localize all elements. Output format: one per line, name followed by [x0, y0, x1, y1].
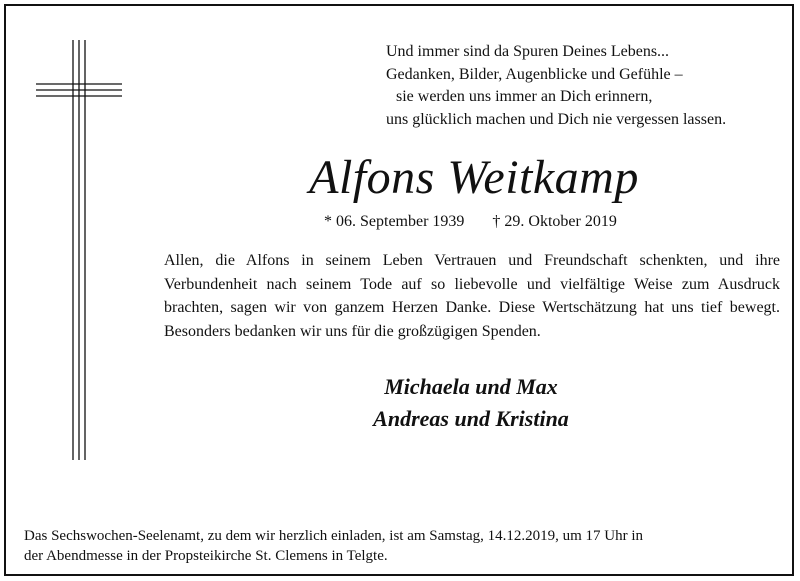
birth-date: * 06. September 1939: [324, 213, 465, 230]
memorial-poem: [386, 41, 786, 131]
deceased-name: Alfons Weitkamp: [309, 151, 639, 204]
poem-line-2: Gedanken, Bilder, Augenblicke und Gefühle –: [386, 65, 683, 83]
signers: [306, 371, 636, 435]
service-notice-line-2: der Abendmesse in der Propsteikirche St. Clemens in Telgte.: [24, 547, 388, 564]
service-notice: [24, 527, 790, 566]
cross-icon: [36, 40, 122, 460]
obituary-frame: [4, 4, 794, 576]
poem-line-4: uns glücklich machen und Dich nie vergessen lassen.: [386, 110, 727, 128]
service-notice-line-1: Das Sechswochen-Seelenamt, zu dem wir herzlich einladen, ist am Samstag, 14.12.2019, um 17 Uhr in: [24, 528, 644, 544]
poem-line-3: sie werden uns immer an Dich erinnern,: [396, 88, 653, 105]
signer-line-1: Michaela und Max: [384, 374, 558, 399]
thank-you-message: Allen, die Alfons in seinem Leben Vertrauen und Freundschaft schenkten, und ihre Verbundenheit nach seinem Tode auf so liebevolle und vielfältige Weise zum Ausdruck brachten, sagen wir von ganzem Herzen Danke. Diese Wertschätzung hat uns tief bewegt. Besonders bedanken wir uns für die großzügigen Spenden.: [164, 252, 780, 340]
life-dates: [324, 211, 644, 233]
poem-line-1: Und immer sind da Spuren Deines Lebens...: [386, 43, 670, 60]
death-date: † 29. Oktober 2019: [492, 213, 617, 230]
signer-line-2: Andreas und Kristina: [373, 406, 569, 431]
